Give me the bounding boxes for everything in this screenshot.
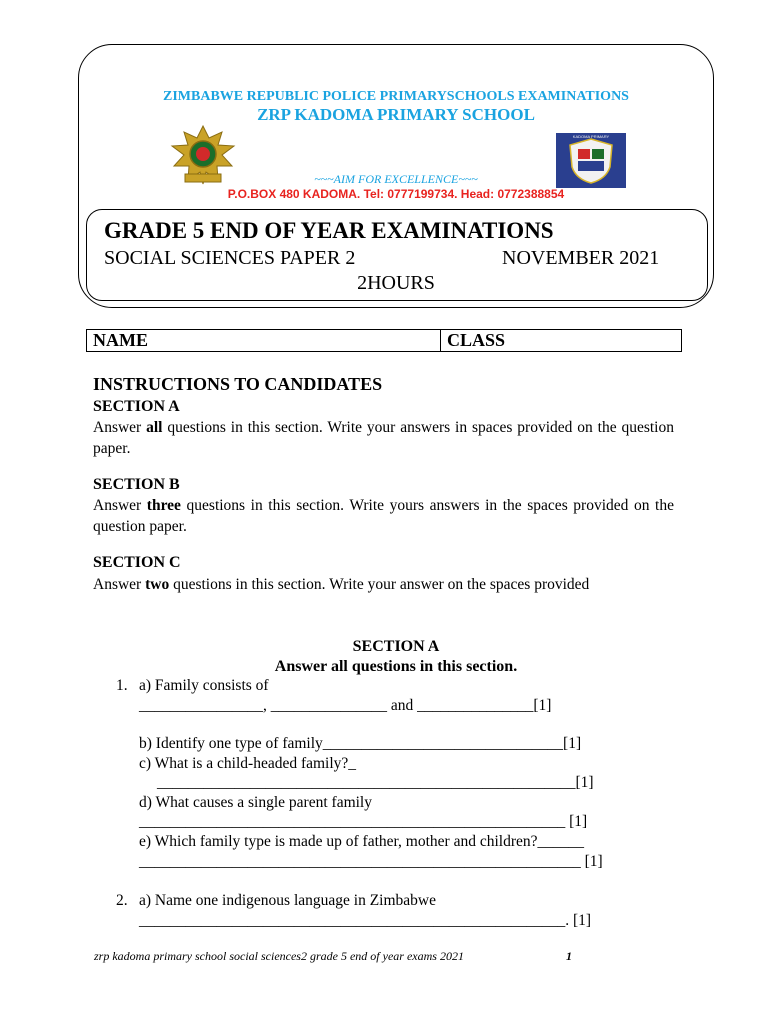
question-1a: a) Family consists of [139,677,269,694]
instr-section-c-text: Answer two questions in this section. Write your answer on the spaces provided [93,576,590,593]
question-1e[interactable]: e) Which family type is made up of father, mother and children?______ [139,833,585,850]
class-field[interactable]: CLASS [441,330,682,352]
answer-line-1c[interactable]: ______________________________________________________[1] [157,774,594,791]
exam-subject: SOCIAL SCIENCES PAPER 2 [104,247,356,269]
school-motto: ~~~AIM FOR EXCELLENCE~~~ [314,172,478,186]
instr-section-b-text: Answer three questions in this section. Write yours answers in the spaces provided on the question paper. [93,497,674,535]
question-2a: a) Name one indigenous language in Zimbabwe [139,892,436,909]
answer-line-1e[interactable]: _________________________________________________________ [1] [139,853,603,870]
exam-duration: 2HOURS [357,272,435,294]
question-2-number: 2. [116,892,128,909]
answer-line-1a[interactable]: ________________, _______________ and _______________[1] [139,697,552,714]
question-1c: c) What is a child-headed family?_ [139,755,357,772]
school-name: ZRP KADOMA PRIMARY SCHOOL [257,105,535,124]
exam-title: GRADE 5 END OF YEAR EXAMINATIONS [104,218,554,243]
organization-name: ZIMBABWE REPUBLIC POLICE PRIMARYSCHOOLS EXAMINATIONS [163,89,629,104]
question-1b[interactable]: b) Identify one type of family_______________________________[1] [139,735,582,752]
crest-text: KADOMA PRIMARY [572,134,610,139]
answer-line-2a[interactable]: _______________________________________________________. [1] [139,912,592,929]
section-a-subtitle: Answer all questions in this section. [274,658,518,675]
instr-section-c-title: SECTION C [93,554,181,571]
instr-section-b-title: SECTION B [93,476,180,493]
answer-line-1d[interactable]: _______________________________________________________ [1] [139,813,588,830]
page-number: 1 [566,949,572,963]
exam-date: NOVEMBER 2021 [502,247,660,269]
section-a-heading: SECTION A [352,638,440,655]
question-1-number: 1. [116,677,128,694]
instructions-heading: INSTRUCTIONS TO CANDIDATES [93,374,383,394]
instr-section-a-title: SECTION A [93,398,180,415]
school-address: P.O.BOX 480 KADOMA. Tel: 0777199734. Head: 0772388854 [227,187,565,201]
name-class-table [86,329,682,352]
instr-section-a-text: Answer all questions in this section. Write your answers in spaces provided on the question paper. [93,419,674,457]
page-footer: zrp kadoma primary school social sciences2 grade 5 end of year exams 2021 [94,949,464,963]
name-field[interactable]: NAME [87,330,441,352]
question-1d: d) What causes a single parent family [139,794,372,811]
